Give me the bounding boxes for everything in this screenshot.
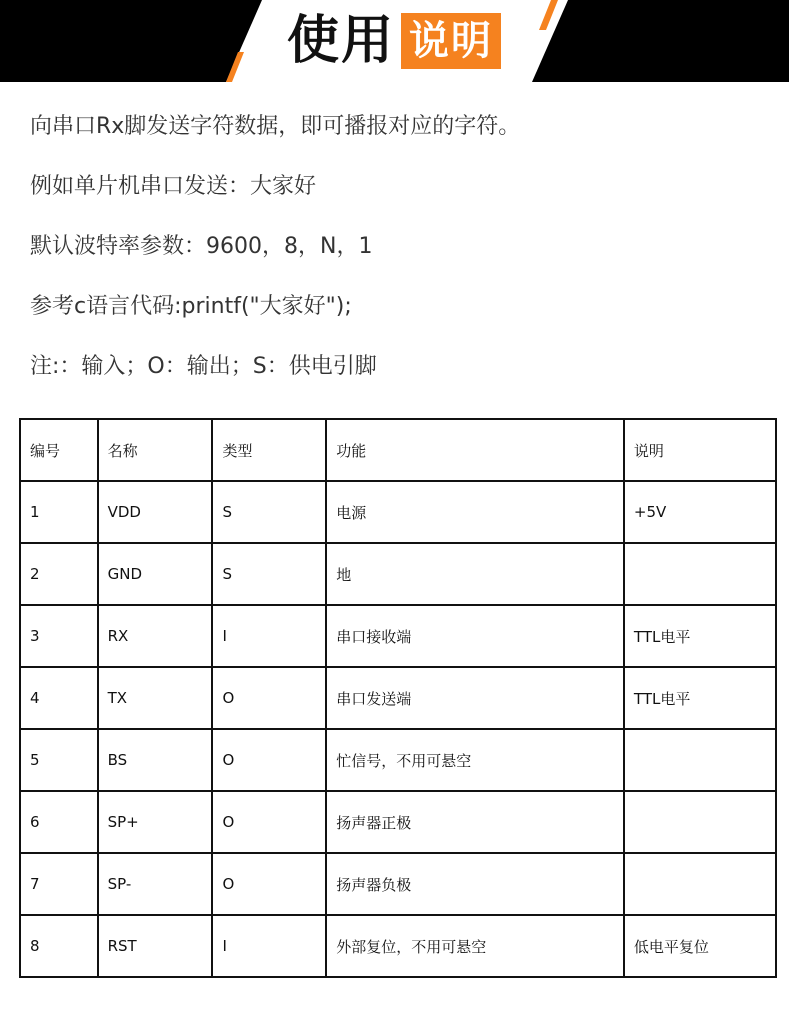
cell-name: RST	[98, 915, 213, 977]
cell-number: 7	[20, 853, 98, 915]
cell-function: 串口接收端	[326, 605, 624, 667]
cell-type: S	[212, 543, 326, 605]
cell-function: 串口发送端	[326, 667, 624, 729]
header-cell-name: 名称	[98, 419, 213, 481]
banner-title-highlight: 说明	[401, 13, 501, 69]
cell-name: VDD	[98, 481, 213, 543]
banner-title	[287, 6, 501, 76]
cell-number: 1	[20, 481, 98, 543]
table-row	[20, 543, 776, 605]
cell-note	[624, 729, 776, 791]
table-row	[20, 915, 776, 977]
cell-function: 电源	[326, 481, 624, 543]
cell-name: SP-	[98, 853, 213, 915]
intro-text	[30, 112, 770, 412]
cell-type: O	[212, 729, 326, 791]
intro-line-note: 注:：输入；O：输出；S：供电引脚	[30, 354, 377, 379]
cell-type: I	[212, 915, 326, 977]
cell-note: +5V	[624, 481, 776, 543]
cell-type: O	[212, 853, 326, 915]
intro-line-usage: 向串口Rx脚发送字符数据，即可播报对应的字符。	[30, 114, 521, 139]
cell-number: 3	[20, 605, 98, 667]
header-cell-number: 编号	[20, 419, 98, 481]
table-row	[20, 853, 776, 915]
cell-function: 外部复位，不用可悬空	[326, 915, 624, 977]
table-row	[20, 729, 776, 791]
cell-name: RX	[98, 605, 213, 667]
header-banner	[0, 0, 789, 82]
cell-type: O	[212, 791, 326, 853]
cell-note	[624, 791, 776, 853]
cell-number: 6	[20, 791, 98, 853]
cell-function: 扬声器正极	[326, 791, 624, 853]
cell-number: 4	[20, 667, 98, 729]
banner-title-main: 使用	[287, 11, 396, 71]
table-row	[20, 481, 776, 543]
header-cell-type: 类型	[212, 419, 326, 481]
table-row	[20, 605, 776, 667]
table-row	[20, 791, 776, 853]
cell-note: 低电平复位	[624, 915, 776, 977]
cell-note: TTL电平	[624, 667, 776, 729]
cell-name: SP+	[98, 791, 213, 853]
header-cell-note: 说明	[624, 419, 776, 481]
cell-function: 忙信号，不用可悬空	[326, 729, 624, 791]
cell-function: 扬声器负极	[326, 853, 624, 915]
cell-note	[624, 543, 776, 605]
cell-type: S	[212, 481, 326, 543]
cell-type: O	[212, 667, 326, 729]
cell-note	[624, 853, 776, 915]
intro-line-code: 参考c语言代码:printf("大家好");	[30, 294, 352, 319]
cell-number: 5	[20, 729, 98, 791]
table-row	[20, 667, 776, 729]
cell-number: 8	[20, 915, 98, 977]
cell-name: GND	[98, 543, 213, 605]
cell-name: TX	[98, 667, 213, 729]
intro-line-baud: 默认波特率参数：9600，8，N，1	[30, 234, 373, 259]
cell-name: BS	[98, 729, 213, 791]
table-header-row	[20, 419, 776, 481]
intro-line-example: 例如单片机串口发送：大家好	[30, 174, 317, 199]
cell-number: 2	[20, 543, 98, 605]
cell-function: 地	[326, 543, 624, 605]
cell-type: I	[212, 605, 326, 667]
pin-table	[19, 418, 777, 978]
cell-note: TTL电平	[624, 605, 776, 667]
header-cell-function: 功能	[326, 419, 624, 481]
